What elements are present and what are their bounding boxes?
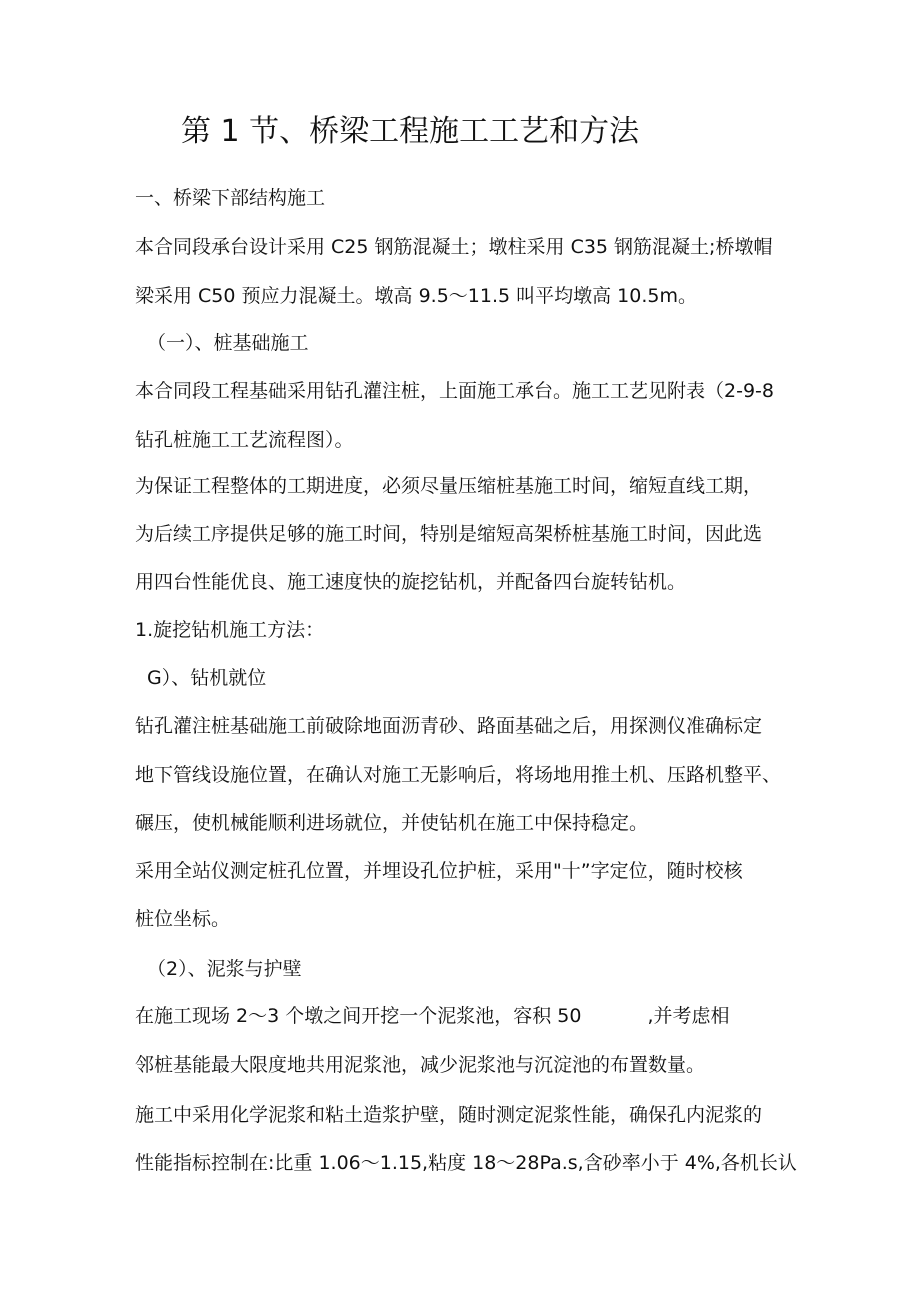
paragraph-line: 碾压，使机械能顺利进场就位，并使钻机在施工中保持稳定。 [135,812,649,834]
paragraph-line: 本合同段承台设计采用 C25 钢筋混凝土；墩柱采用 C35 钢筋混凝土;桥墩帽 [135,236,773,258]
paragraph-line: 性能指标控制在:比重 1.06〜1.15,粘度 18〜28Pa.s,含砂率小于 4%,各机长认 [135,1152,797,1174]
paragraph-line: 本合同段工程基础采用钻孔灌注桩，上面施工承台。施工工艺见附表（2-9-8 [135,380,774,402]
line-text-after-gap: ,并考虑相 [647,1005,730,1027]
paragraph-line: 用四台性能优良、施工速度快的旋挖钻机，并配备四台旋转钻机。 [135,571,687,593]
paragraph-line: 梁采用 C50 预应力混凝土。墩高 9.5〜11.5 叫平均墩高 10.5m。 [135,285,697,307]
subheading-mud-and-wall: （2）、泥浆与护壁 [147,958,302,980]
paragraph-line: 施工中采用化学泥浆和粘土造浆护壁，随时测定泥浆性能，确保孔内泥浆的 [135,1104,763,1126]
subheading-pile-foundation: （一）、桩基础施工 [147,332,309,354]
paragraph-line: 为保证工程整体的工期进度，必须尽量压缩桩基施工时间，缩短直线工期， [135,475,763,497]
paragraph-line: 钻孔桩施工工艺流程图）。 [135,429,354,451]
paragraph-line: 邻桩基能最大限度地共用泥浆池，减少泥浆池与沉淀池的布置数量。 [135,1054,706,1076]
paragraph-line: 桩位坐标。 [135,908,231,930]
subheading-rig-positioning: G）、钻机就位 [147,667,267,689]
subheading-rotary-drilling-method: 1.旋挖钻机施工方法： [135,619,325,641]
paragraph-line: 地下管线设施位置，在确认对施工无影响后，将场地用推土机、压路机整平、 [135,764,782,786]
paragraph-line [135,1003,730,1029]
paragraph-line: 采用全站仪测定桩孔位置，并埋设孔位护桩，采用"十”字定位，随时校核 [135,860,743,882]
paragraph-line: 为后续工序提供足够的施工时间，特别是缩短高架桥桩基施工时间，因此选 [135,523,763,545]
paragraph-line: 钻孔灌注桩基础施工前破除地面沥青砂、路面基础之后，用探测仪准确标定 [135,715,763,737]
line-text-before-gap: 在施工现场 2〜3 个墩之间开挖一个泥浆池，容积 50 [135,1005,582,1027]
heading-bridge-substructure: 一、桥梁下部结构施工 [135,187,326,209]
section-title: 第 1 节、桥梁工程施工工艺和方法 [181,114,640,149]
